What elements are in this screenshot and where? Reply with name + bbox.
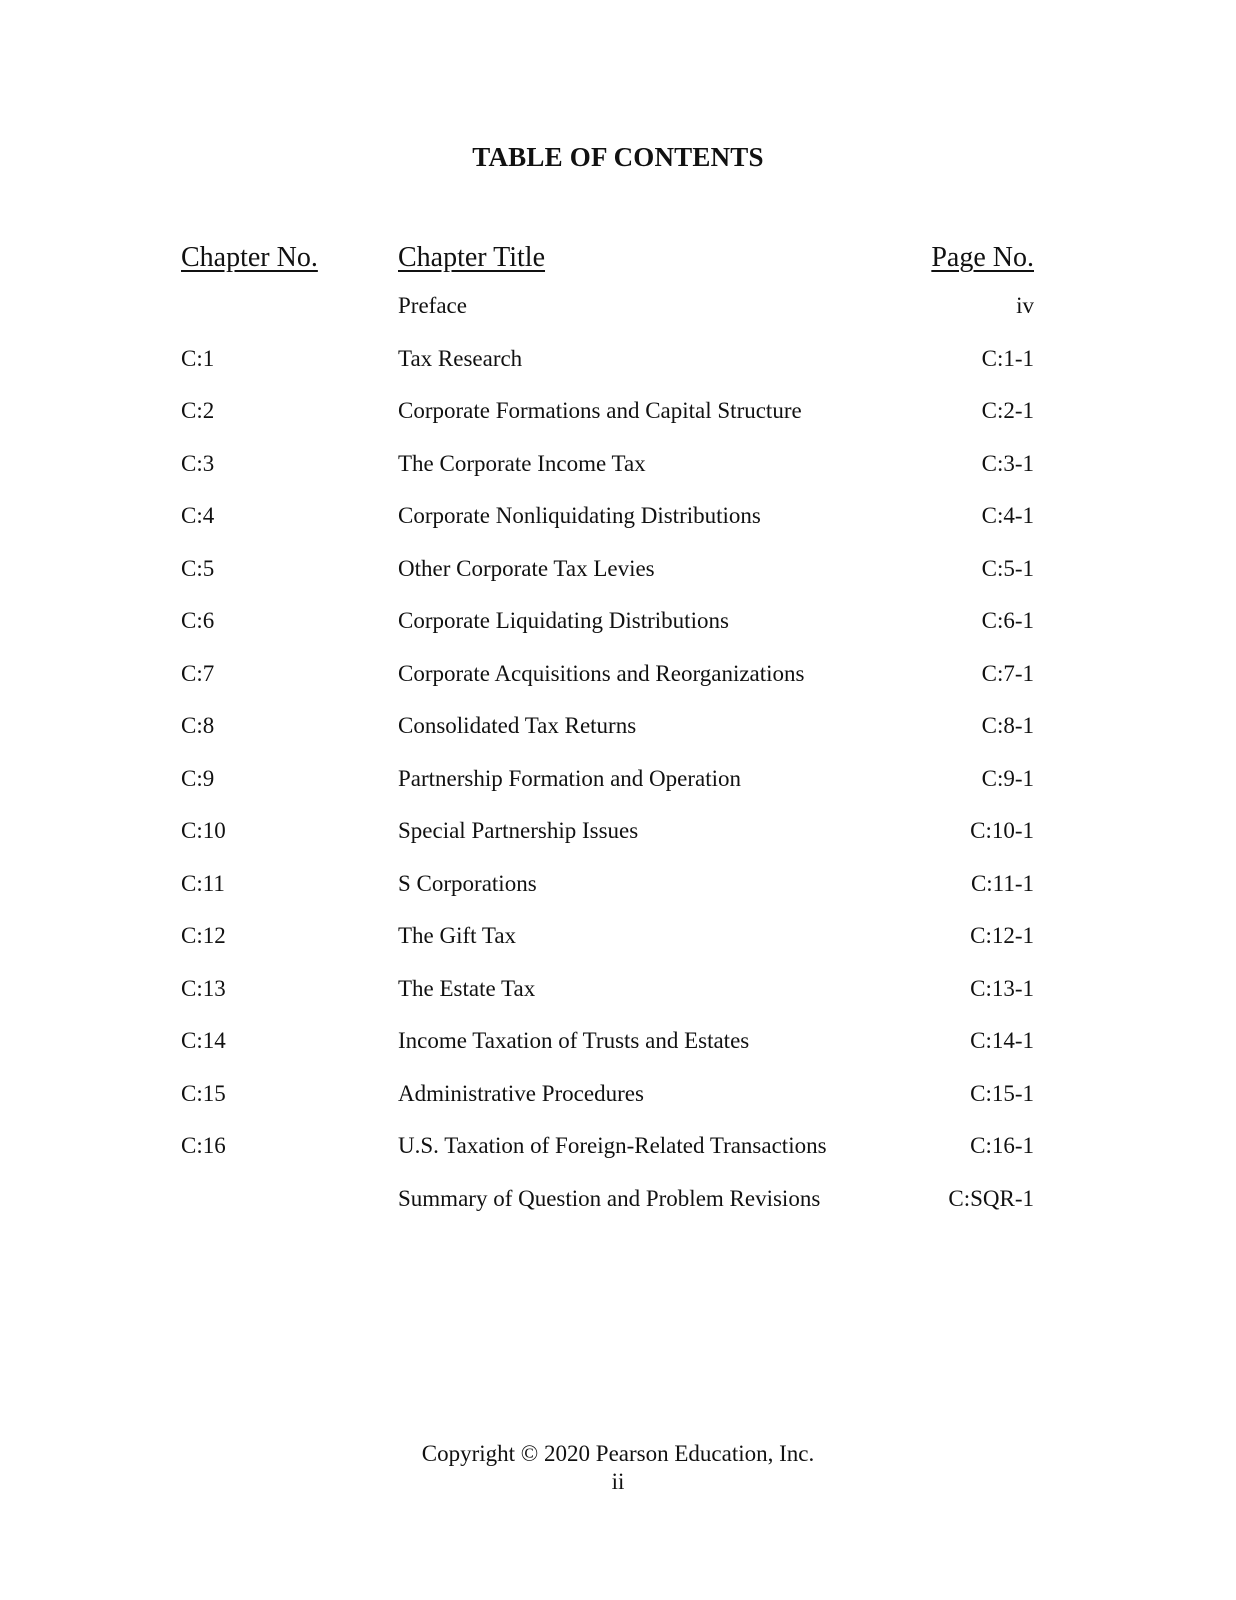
toc-row (0, 395, 1236, 427)
chapter-page: C:16-1 (970, 1133, 1034, 1158)
page-number: ii (611, 1469, 625, 1494)
chapter-title[interactable]: Administrative Procedures (398, 1080, 644, 1106)
chapter-number: C:8 (181, 713, 215, 738)
toc-row (0, 1183, 1236, 1215)
chapter-title[interactable]: Corporate Formations and Capital Structure (398, 398, 802, 423)
toc-row (0, 290, 1236, 322)
chapter-number: C:6 (181, 608, 215, 633)
chapter-number: C:13 (181, 975, 226, 1001)
toc-row (0, 343, 1236, 375)
footer (0, 1440, 1236, 1496)
chapter-page: C:2-1 (981, 398, 1034, 423)
chapter-page: C:10-1 (970, 818, 1034, 843)
chapter-number: C:1 (181, 345, 215, 371)
chapter-title[interactable]: Income Taxation of Trusts and Estates (398, 1028, 750, 1053)
header-chapter-title: Chapter Title (398, 242, 546, 273)
toc-row (0, 500, 1236, 532)
chapter-title[interactable]: S Corporations (398, 870, 537, 896)
chapter-page: C:1-1 (981, 345, 1034, 371)
toc-row (0, 1078, 1236, 1110)
chapter-page: C:6-1 (981, 608, 1034, 633)
chapter-number: C:5 (181, 555, 215, 581)
toc-row (0, 973, 1236, 1005)
header-page-no: Page No. (931, 242, 1034, 273)
toc-row (0, 763, 1236, 795)
chapter-number: C:3 (181, 450, 215, 476)
chapter-page: C:13-1 (970, 975, 1034, 1001)
chapter-title[interactable]: Corporate Acquisitions and Reorganizations (398, 660, 805, 686)
chapter-number: C:9 (181, 765, 215, 791)
toc-row (0, 448, 1236, 480)
chapter-title[interactable]: Consolidated Tax Returns (398, 713, 637, 738)
chapter-number: C:11 (181, 870, 225, 896)
toc-row (0, 815, 1236, 847)
chapter-page: C:14-1 (970, 1028, 1034, 1053)
chapter-page: C:11-1 (970, 870, 1034, 896)
chapter-title[interactable]: Partnership Formation and Operation (398, 765, 742, 791)
chapter-title[interactable]: Other Corporate Tax Levies (398, 555, 655, 581)
chapter-title[interactable]: Summary of Question and Problem Revisions (398, 1185, 821, 1211)
chapter-page: C:4-1 (981, 503, 1034, 528)
toc-row (0, 920, 1236, 952)
toc-row (0, 1130, 1236, 1162)
chapter-title[interactable]: Corporate Nonliquidating Distributions (398, 503, 761, 528)
chapter-page: C:12-1 (970, 923, 1034, 948)
toc-row (0, 868, 1236, 900)
chapter-page: C:SQR-1 (948, 1185, 1034, 1211)
copyright-text: Copyright © 2020 Pearson Education, Inc. (421, 1441, 815, 1466)
chapter-page: C:7-1 (981, 660, 1034, 686)
chapter-title[interactable]: Tax Research (398, 345, 523, 371)
toc-row (0, 658, 1236, 690)
chapter-number: C:4 (181, 503, 215, 528)
chapter-title[interactable]: Preface (398, 293, 467, 318)
chapter-page: C:9-1 (981, 765, 1034, 791)
chapter-number: C:15 (181, 1080, 226, 1106)
toc-row (0, 710, 1236, 742)
chapter-page: C:15-1 (970, 1080, 1034, 1106)
chapter-title[interactable]: The Estate Tax (398, 975, 536, 1001)
chapter-title[interactable]: The Corporate Income Tax (398, 450, 646, 476)
header-chapter-no: Chapter No. (181, 242, 318, 273)
chapter-number: C:12 (181, 923, 226, 948)
chapter-page: iv (1016, 293, 1034, 318)
chapter-title[interactable]: The Gift Tax (398, 923, 517, 948)
chapter-page: C:8-1 (981, 713, 1034, 738)
toc-row (0, 1025, 1236, 1057)
chapter-title[interactable]: Corporate Liquidating Distributions (398, 608, 729, 633)
chapter-title[interactable]: Special Partnership Issues (398, 818, 639, 843)
toc-row (0, 605, 1236, 637)
chapter-number: C:7 (181, 660, 215, 686)
chapter-page: C:5-1 (981, 555, 1034, 581)
page-title: TABLE OF CONTENTS (472, 142, 764, 172)
toc-row (0, 553, 1236, 585)
chapter-title[interactable]: U.S. Taxation of Foreign-Related Transactions (398, 1133, 827, 1158)
chapter-page: C:3-1 (981, 450, 1034, 476)
chapter-number: C:2 (181, 398, 215, 423)
chapter-number: C:10 (181, 818, 226, 843)
chapter-number: C:16 (181, 1133, 226, 1158)
chapter-number: C:14 (181, 1028, 226, 1053)
